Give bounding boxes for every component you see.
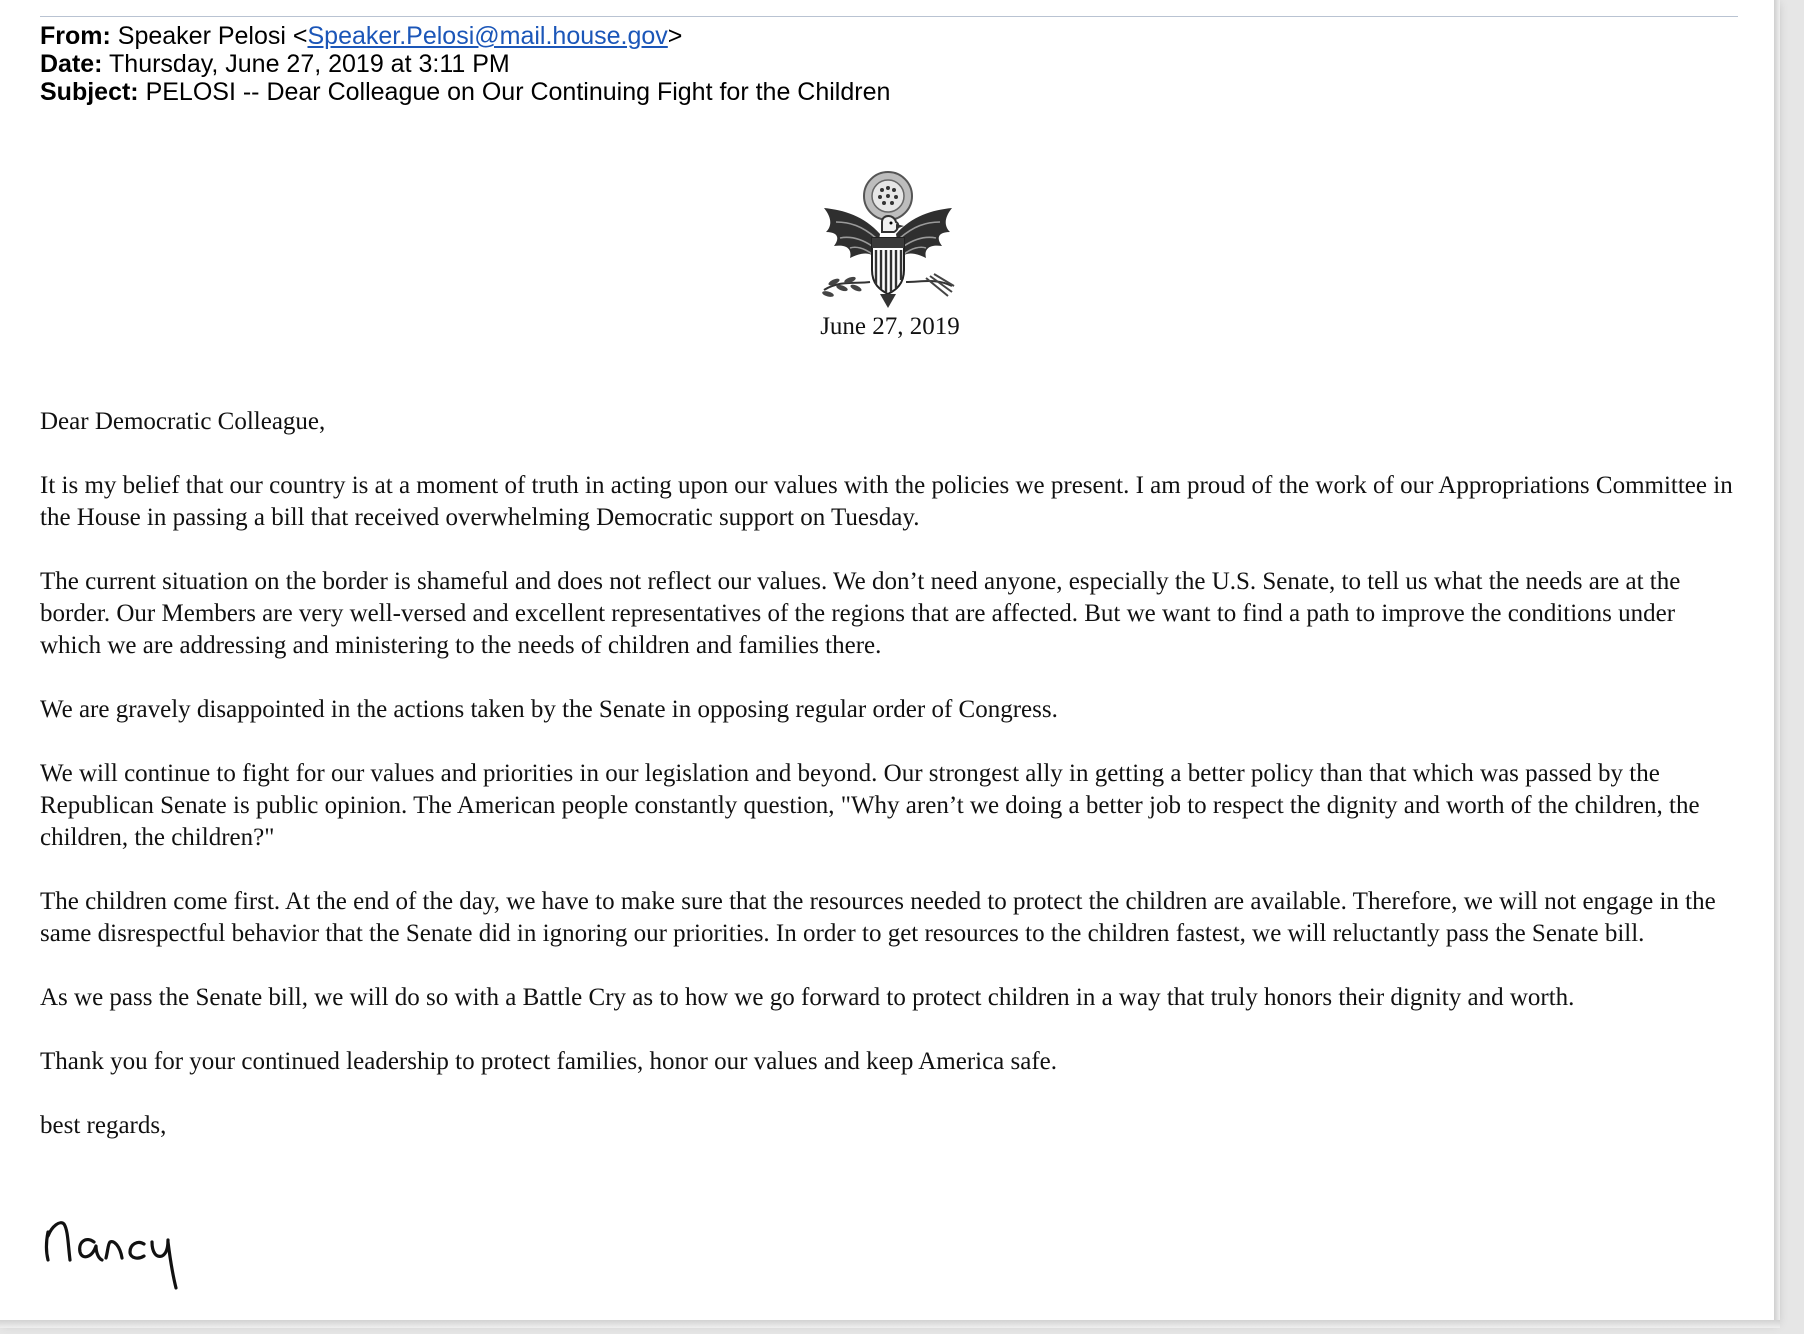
page-edge-bottom (0, 1320, 1780, 1328)
page-edge-right (1774, 0, 1780, 1322)
letter-date: June 27, 2019 (820, 313, 960, 340)
paragraph: As we pass the Senate bill, we will do so with a Battle Cry as to how we go forward to protect children in a way that truly honors their dignity and worth. (40, 984, 1575, 1011)
header-divider (40, 16, 1738, 17)
letter-body (40, 406, 1740, 1174)
from-row (40, 22, 890, 50)
subject-label: Subject: (40, 78, 139, 106)
from-label: From: (40, 22, 111, 50)
paragraph: We will continue to fight for our values and priorities in our legislation and beyond. Our strongest ally in getting a better policy than that which was passed by the Republican Senate is public opinion. The American people constantly question, "Why aren’t we doing a better job to respect the dignity and worth of the children, the children, the children?" (40, 760, 1700, 851)
email-header (40, 22, 890, 106)
paragraph: The children come first. At the end of the day, we have to make sure that the resources needed to protect the children are available. Therefore, we will not engage in the same disrespectful behavior that the Senate did in ignoring our priorities. In order to get resources to the children fastest, we will reluctantly pass the Senate bill. (40, 888, 1716, 947)
from-email-close: > (667, 22, 683, 50)
subject-value: PELOSI -- Dear Colleague on Our Continuing Fight for the Children (145, 78, 891, 106)
subject-row (40, 78, 890, 106)
paragraph: We are gravely disappointed in the actions taken by the Senate in opposing regular order of Congress. (40, 696, 1058, 723)
great-seal-eagle-icon (810, 166, 966, 312)
from-name: Speaker Pelosi < (117, 22, 308, 50)
salutation: Dear Democratic Colleague, (40, 408, 326, 435)
closing: best regards, (40, 1112, 167, 1139)
date-label: Date: (40, 50, 103, 78)
date-row (40, 50, 890, 78)
paragraph: It is my belief that our country is at a moment of truth in acting upon our values with the policies we present. I am proud of the work of our Appropriations Committee in the House in passing a bill that received overwhelming Democratic support on Tuesday. (40, 472, 1733, 531)
date-value: Thursday, June 27, 2019 at 3:11 PM (109, 50, 510, 78)
signature-image (40, 1202, 220, 1294)
paragraph: Thank you for your continued leadership to protect families, honor our values and keep America safe. (40, 1048, 1058, 1075)
paragraph: The current situation on the border is shameful and does not reflect our values. We don’t need anyone, especially the U.S. Senate, to tell us what the needs are at the border. Our Members are very well-versed and excellent representatives of the regions that are affected. But we want to find a path to improve the conditions under which we are addressing and ministering to the needs of children and families there. (40, 568, 1681, 659)
from-email-link[interactable]: Speaker.Pelosi@mail.house.gov (307, 22, 668, 50)
